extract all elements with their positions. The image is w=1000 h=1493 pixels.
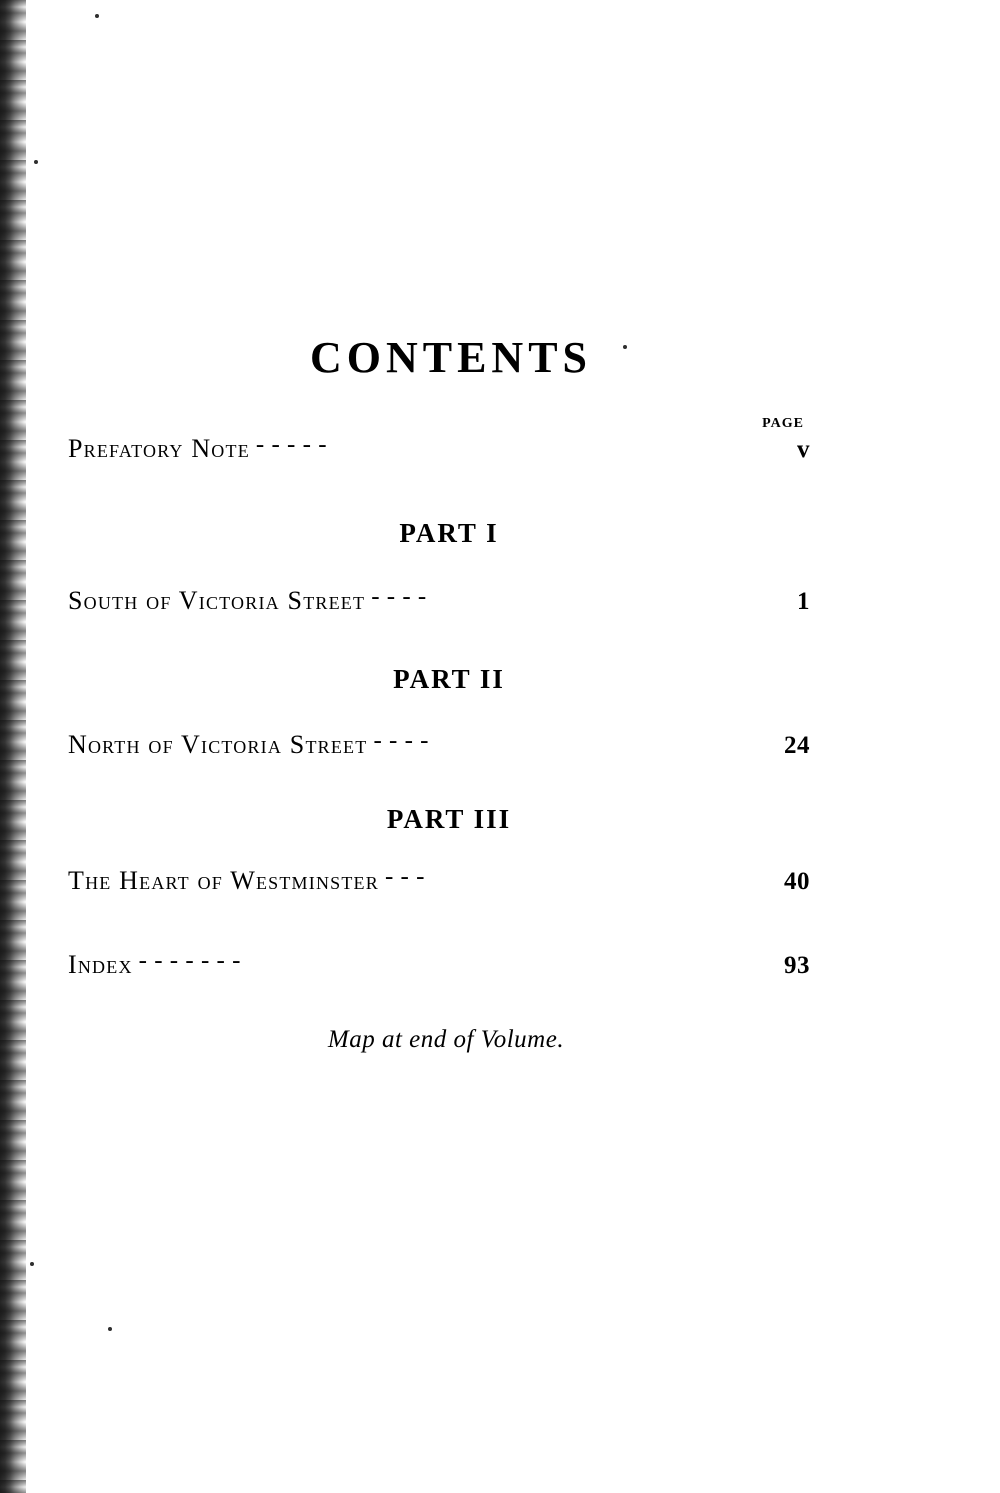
toc-leader-dashes: - - - -: [371, 584, 427, 609]
toc-entry-index[interactable]: [68, 948, 810, 980]
toc-entry-page: 40: [784, 868, 810, 895]
toc-entry-page: 93: [784, 952, 810, 979]
toc-entry-label: South of Victoria Street: [68, 586, 366, 615]
toc-leader-dashes: - - - - -: [255, 432, 328, 457]
scan-speck: [34, 160, 38, 164]
toc-leader-dashes: - - - - - - -: [138, 948, 241, 973]
scan-speck: [30, 1262, 34, 1266]
scan-speck: [95, 14, 99, 18]
toc-entry-page: 1: [797, 588, 810, 615]
map-note: Map at end of Volume.: [327, 1026, 565, 1053]
toc-entry-page: 24: [784, 732, 810, 759]
part-heading-2: PART II: [393, 664, 505, 694]
part-heading-1: PART I: [399, 518, 499, 548]
page-title: CONTENTS: [309, 333, 593, 382]
toc-entry-label: Prefatory Note: [68, 434, 250, 463]
scan-speck: [108, 1327, 112, 1331]
toc-entry-page: v: [797, 436, 810, 463]
toc-entry-south-of-victoria-street[interactable]: [68, 584, 810, 616]
table-of-contents: [68, 333, 810, 1053]
toc-entry-north-of-victoria-street[interactable]: [68, 728, 810, 760]
part-heading-3: PART III: [386, 804, 512, 834]
toc-leader-dashes: - - -: [384, 864, 425, 889]
toc-entry-heart-of-westminster[interactable]: [68, 864, 810, 896]
toc-entry-label: The Heart of Westminster: [68, 866, 379, 895]
toc-entry-prefatory-note[interactable]: [68, 432, 810, 464]
toc-leader-dashes: - - - -: [373, 728, 429, 753]
toc-entry-label: North of Victoria Street: [68, 730, 368, 759]
toc-entry-label: Index: [68, 950, 133, 979]
page-column-header: PAGE: [762, 416, 804, 431]
